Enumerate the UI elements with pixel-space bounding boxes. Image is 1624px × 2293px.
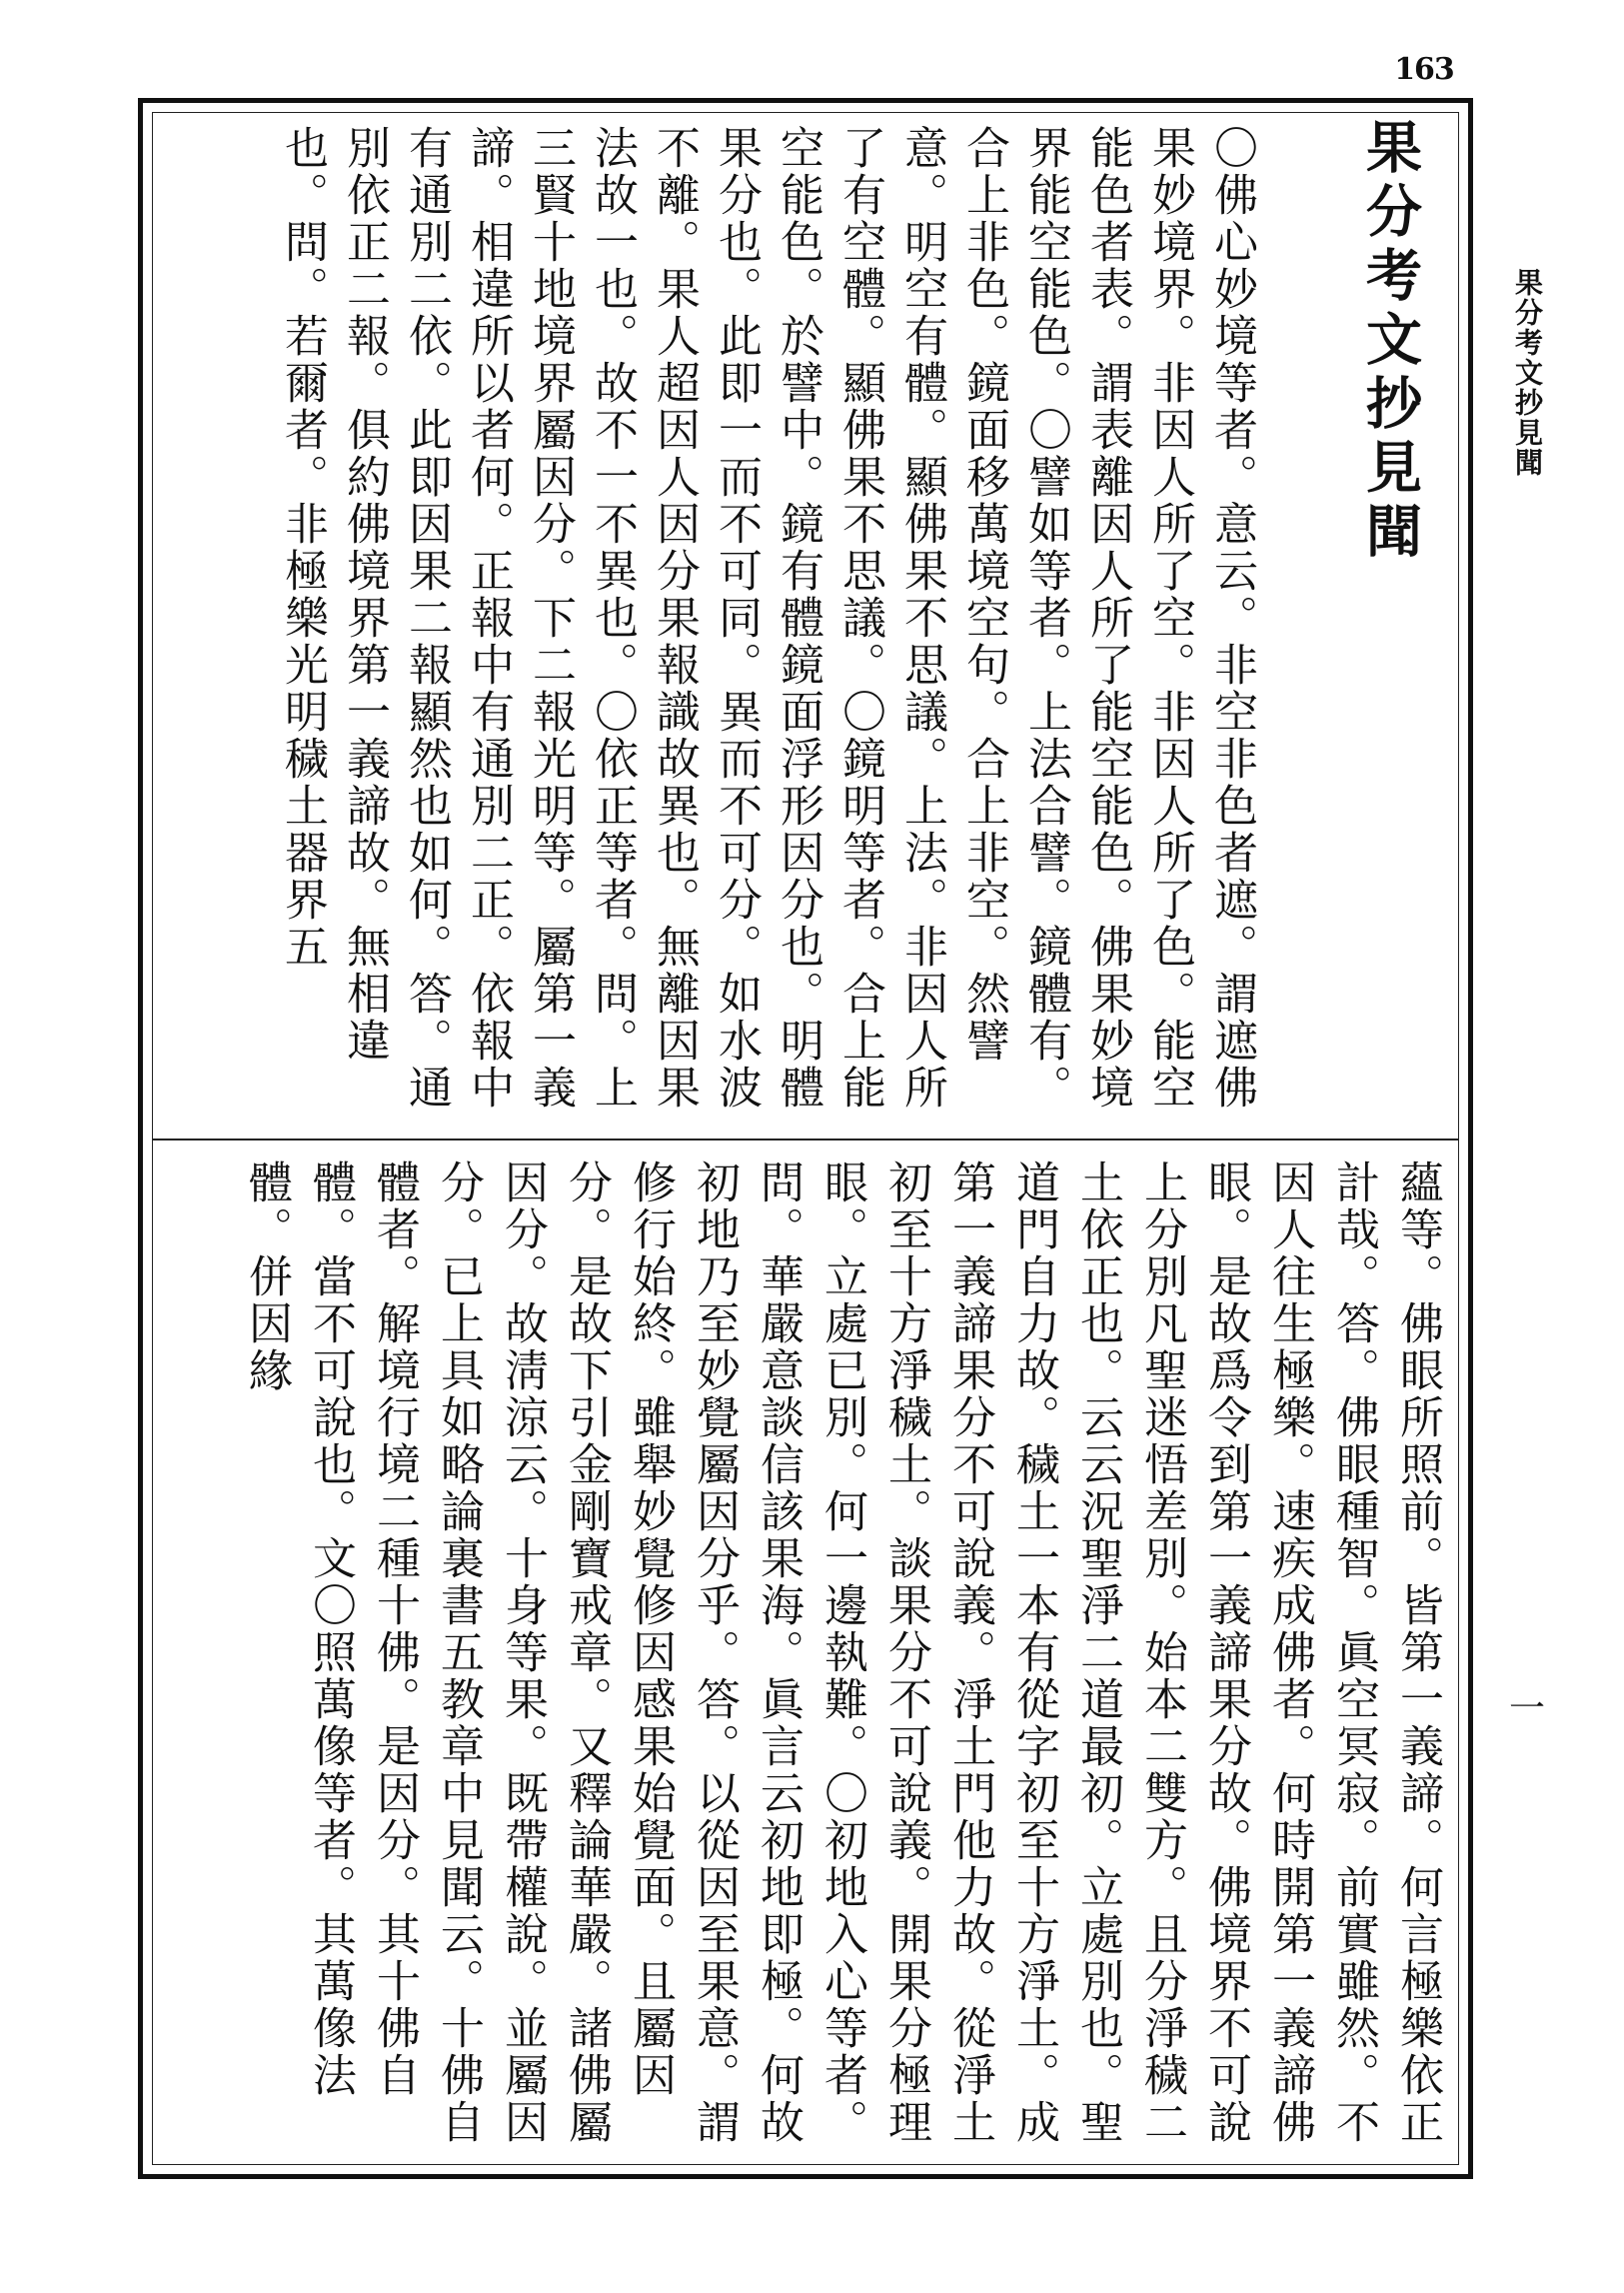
page-number: 163 <box>1394 52 1454 87</box>
section-divider <box>152 1139 1459 1141</box>
upper-body-text: 〇佛心妙境等者。意云。非空非色者遮。謂遮佛果妙境界。非因人所了空。非因人所了色。能空能色者表。謂表離因人所了能空能色。佛果妙境界能空能色。〇譬如等者。上法合譬。鏡體有。合上非色。鏡面移萬境空句。合上非空。然譬意。明空有體。顯佛果不思議。上法。非因人所了有空體。顯佛果不思議。〇鏡明等者。合上能空能色。於譬中。鏡有體鏡面浮形因分也。明體果分也。此即一而不可同。異而不可分。如水波不離。果人超因人因分果報識故異也。無離因果法故一也。故不一不異也。〇依正等者。問。上三賢十地境界屬因分。下二報光明等。屬第一義諦。相違所以者何。正報中有通別二正。依報中有通別二依。此即因果二報顯然也如何。答。通別依正二報。俱約佛境界第一義諦故。無相違也。問。若爾者。非極樂光明穢土器界五 <box>277 125 1257 1112</box>
running-head: 果分考文抄見聞 <box>1511 268 1544 478</box>
lower-body-text: 蘊等。佛眼所照前。皆第一義諦。何言極樂依正計哉。答。佛眼種智。眞空冥寂。前實雖然。不因人往生極樂。速疾成佛者。何時開第一義諦佛眼。是故爲令到第一義諦果分故。佛境界不可說上分別凡聖迷悟差別。始本二雙方。且分淨穢二土依正也。云云況聖淨二道最初。立處別也。聖道門自力故。穢土一本有從字初至十方淨土。成第一義諦果分不可說義。淨土門他力故。從淨土初至十方淨穢土。談果分不可說義。開果分極理眼。立處已別。何一邊執難。〇初地入心等者。問。華嚴意談信該果海。眞言云初地即極。何故初地乃至妙覺屬因分乎。答。以從因至果意。謂修行始終。雖舉妙覺修因感果始覺面。且屬因分。是故下引金剛寶戒章。又釋論華嚴。諸佛屬因分。故淸涼云。十身等果。既帶權說。並屬因分。已上具如略論裏書五教章中見聞云。十佛自體者。解境行境二種十佛。是因分。其十佛自體。當不可說也。文〇照萬像等者。其萬像法體。併因緣 <box>241 1159 1443 2146</box>
margin-mark: 一 <box>1508 1688 1545 1729</box>
page-title: 果分考文抄見聞 <box>1357 118 1422 566</box>
